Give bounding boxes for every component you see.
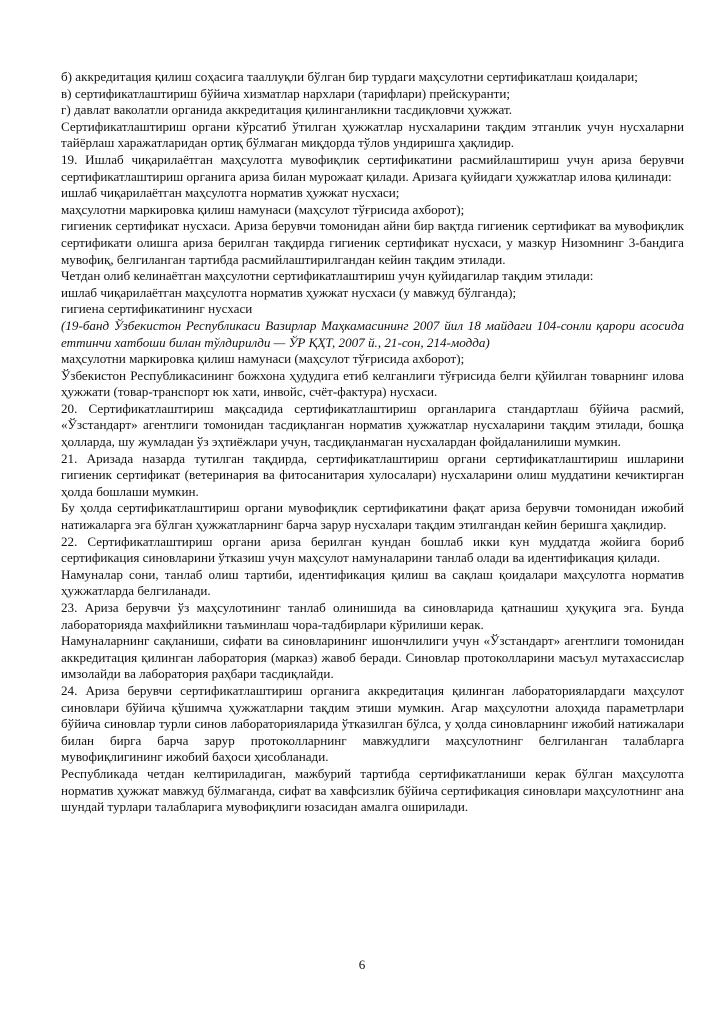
paragraph-24: 24. Ариза берувчи сертификатлаштириш органига аккредитация қилинган лабораториялардаги маҳсулот синовлари бўйича қўшимча ҳужжатларни тақдим этиши мумкин. Агар маҳсулотни алоҳида параметрлари бўйича синовлар турли синов лабораторияларида ўтказилган бўлса, у ҳолда синовларнинг ижобий натижалари билан бирга барча зарур протоколларнинг мавжудлиги маҳсулотнинг белгиланган талабларга мувофиқлигининг ижобий баҳоси ҳисобланади. <box>61 682 684 765</box>
page-number: 6 <box>358 957 366 972</box>
paragraph-20: 20. Сертификатлаштириш мақсадида сертификатлаштириш органларига стандартлаш бўйича расмий, «Ўзстандарт» агентлиги томонидан тасдиқланган норматив ҳужжатлар нусхаларини тақдим этилади, бошқа ҳолларда, шу жумладан ўз эҳтиёжлари учун, тасдиқланмаган нусхалардан фойдаланилиши мумкин. <box>61 400 684 450</box>
document-body <box>61 69 684 816</box>
amendment-note: (19-банд Ўзбекистон Республикаси Вазирлар Маҳкамасининг 2007 йил 18 майдаги 104-сонли қарори асосида еттинчи хатбоши билан тўлдирилди — ЎР ҚҲТ, 2007 й., 21-сон, 214-модда) <box>61 317 684 350</box>
paragraph-22: 22. Сертификатлаштириш органи ариза берилган кундан бошлаб икки кун муддатда жойига бориб сертификация синовларини ўтказиш учун маҳсулот намуналарини танлаб олади ва идентификация қилади. <box>61 533 684 566</box>
list-item-import-marking: маҳсулотни маркировка қилиш намунаси (маҳсулот тўғрисида ахборот); <box>61 351 465 367</box>
list-item-normative-doc: ишлаб чиқарилаётган маҳсулотга норматив ҳужжат нусхаси; <box>61 185 400 201</box>
paragraph-23-cont: Намуналарнинг сақланиши, сифати ва синовларининг ишончлилиги учун «Ўзстандарт» агентлиги томонидан аккредитация қилинган лаборатория (марказ) жавоб беради. Синовлар протоколларини масъул мутахассислар имзолайди ва лаборатория раҳбари тасдиқлайди. <box>61 633 684 682</box>
paragraph-import: Четдан олиб келинаётган маҳсулотни сертификатлаштириш учун қуйидагилар тақдим этилади: <box>61 268 594 284</box>
paragraph-22-cont: Намуналар сони, танлаб олиш тартиби, идентификация қилиш ва сақлаш қоидалари маҳсулотга норматив ҳужжатларда белгиланади. <box>61 566 684 599</box>
list-item-marking-sample: маҳсулотни маркировка қилиш намунаси (маҳсулот тўғрисида ахборот); <box>61 201 465 217</box>
list-item-hygiene-cert: гигиена сертификатининг нусхаси <box>61 301 253 317</box>
paragraph-g: г) давлат ваколатли органида аккредитация қилинганликни тасдиқловчи ҳужжат. <box>61 102 512 118</box>
paragraph-b: б) аккредитация қилиш соҳасига тааллуқли бўлган бир турдаги маҳсулотни сертификатлаш қоидалари; <box>61 69 638 84</box>
list-item-import-normative-doc: ишлаб чиқарилаётган маҳсулотга норматив ҳужжат нусхаси (у мавжуд бўлганда); <box>61 284 517 300</box>
paragraph-19: 19. Ишлаб чиқарилаётган маҳсулотга мувофиқлик сертификатини расмийлаштириш учун ариза берувчи сертификатлаштириш органига ариза билан мурожаат қилади. Аризага қуйидаги ҳужжатлар илова қилинади: <box>61 151 684 184</box>
list-item-customs-doc: Ўзбекистон Республикасининг божхона ҳудудига етиб келганлиги тўғрисида белги қўйилган товарнинг илова ҳужжати (товар-транспорт юк хати, инвойс, счёт-фактура) нусхаси. <box>61 367 684 400</box>
paragraph-21-cont: Бу ҳолда сертификатлаштириш органи мувофиқлик сертификатини фақат ариза берувчи томонидан ижобий натижаларга эга бўлган ҳужжатларнинг барча зарур нусхалари тақдим этилгандан кейин беришга ҳақлидир. <box>61 500 684 533</box>
paragraph-v: в) сертификатлаштириш бўйича хизматлар нархлари (тарифлари) прейскуранти; <box>61 85 510 101</box>
list-item-hygienic-cert: гигиеник сертификат нусхаси. Ариза берувчи томонидан айни бир вақтда гигиеник сертификат ва мувофиқлик сертификати олишга ариза берилган тақдирда гигиеник сертификат нусхаси, у мазкур Низомнинг 3-бандига мувофиқ, белгиланган тартибда расмийлаштирилгандан кейин тақдим этилади. <box>61 218 684 267</box>
paragraph-21: 21. Аризада назарда тутилган тақдирда, сертификатлаштириш органи сертификатлаштириш ишларини гигиеник сертификат (ветеринария ва фитосанитария хулосалари) нусхаларини олиш муддатини кечиктирган ҳолда бошлаши мумкин. <box>61 450 684 499</box>
paragraph-23: 23. Ариза берувчи ўз маҳсулотининг танлаб олинишида ва синовларида қатнашиш ҳуқуқига эга. Бунда лабораторияда махфийликни таъминлаш чора-тадбирлари кўрилиши керак. <box>61 600 684 632</box>
paragraph-fee: Сертификатлаштириш органи кўрсатиб ўтилган ҳужжатлар нусхаларини тақдим этганлик учун нусхаларни тайёрлаш харажатларидан ортиқ бўлмаган миқдорда тўлов ундиришга ҳақлидир. <box>61 118 684 151</box>
paragraph-24-cont: Республикада четдан келтириладиган, мажбурий тартибда сертификатланиши керак бўлган маҳсулотга норматив ҳужжат мавжуд бўлмаганда, сифат ва хавфсизлик бўйича сертификация синовлари маҳсулотнинг ана шундай турлари талабларига мувофиқлиги юзасидан амалга оширилади. <box>61 765 684 815</box>
